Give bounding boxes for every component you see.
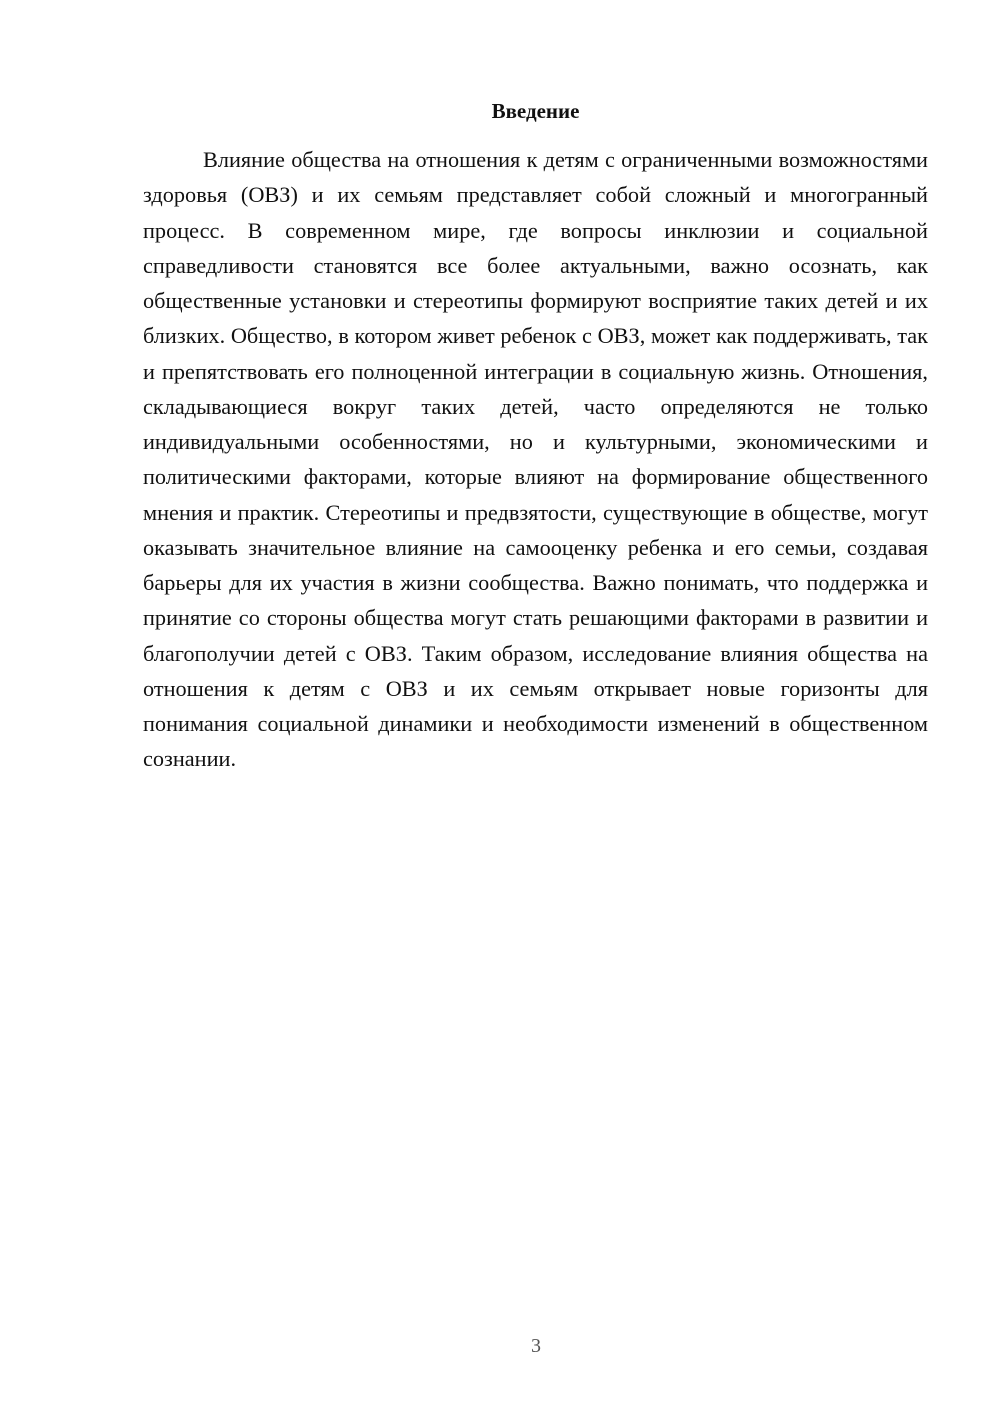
page-number: 3 bbox=[531, 1335, 541, 1357]
body-paragraph: Влияние общества на отношения к детям с ограниченными возможностями здоровья (ОВЗ) и их семьям представляет собой сложный и многогранный процесс. В современном мире, где вопросы инклюзии и социальной справедливости становятся все более актуальными, важно осознать, как общественные установки и стереотипы формируют восприятие таких детей и их близких. Общество, в котором живет ребенок с ОВЗ, может как поддерживать, так и препятствовать его полноценной интеграции в социальную жизнь. Отношения, складывающиеся вокруг таких детей, часто определяются не только индивидуальными особенностями, но и культурными, экономическими и политическими факторами, которые влияют на формирование общественного мнения и практик. Стереотипы и предвзятости, существующие в обществе, могут оказывать значительное влияние на самооценку ребенка и его семьи, создавая барьеры для их участия в жизни сообщества. Важно понимать, что поддержка и принятие со стороны общества могут стать решающими факторами в развитии и благополучии детей с ОВЗ. Таким образом, исследование влияния общества на отношения к детям с ОВЗ и их семьям открывает новые горизонты для понимания социальной динамики и необходимости изменений в общественном сознании. bbox=[143, 147, 928, 772]
section-heading: Введение bbox=[491, 99, 580, 123]
